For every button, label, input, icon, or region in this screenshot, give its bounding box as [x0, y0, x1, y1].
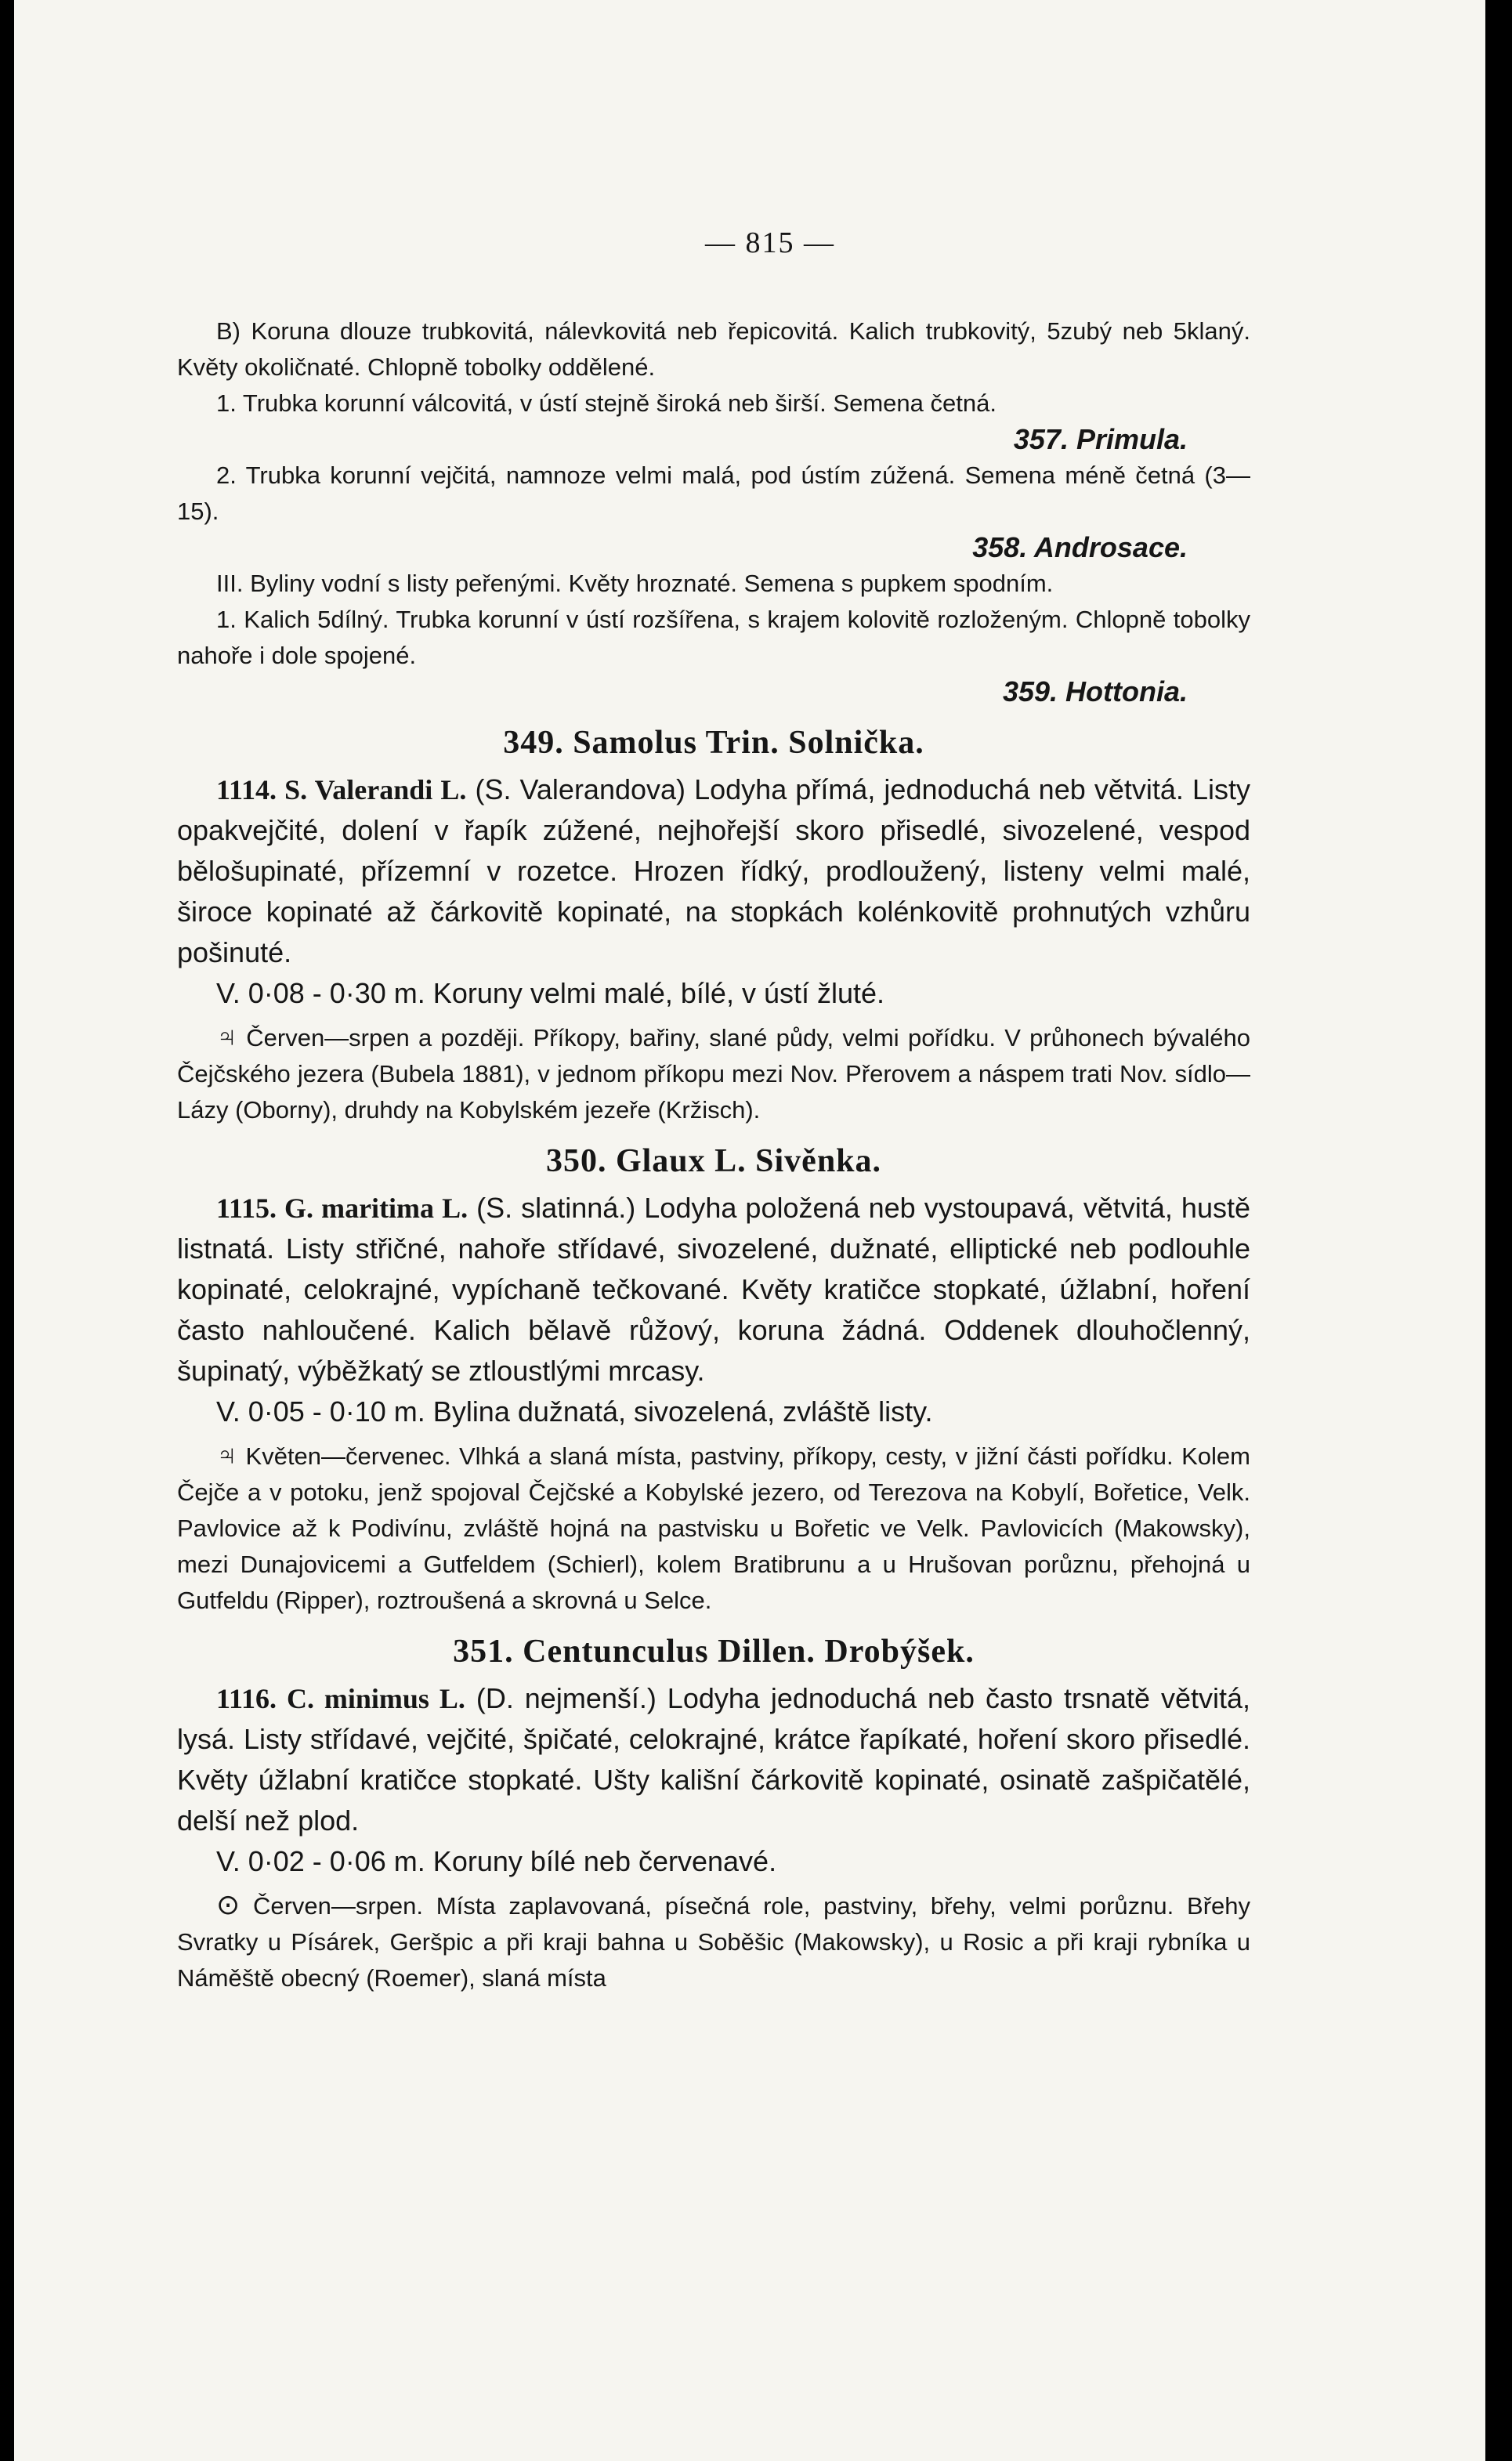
genus-heading-samolus: 349. Samolus Trin. Solnička.: [503, 725, 924, 761]
distribution-samolus: [177, 1019, 1250, 1128]
scan-edge: [1485, 0, 1512, 2461]
species-size: V. 0·05 - 0·10 m. Bylina dužnatá, sivozelená, zvláště listy.: [216, 1395, 933, 1428]
perennial-symbol-icon: ♃: [216, 1020, 237, 1052]
species-description: (D. nejmenší.) Lodyha jednoduchá neb často trsnatě větvitá, lysá. Listy střídavé, vejčité, špičaté, celokrajné, krátce řapíkaté, hoření skoro přisedlé. Květy úžlabní kratičce stopkaté. Ušty kališní čárkovitě kopinaté, osinatě zašpičatělé, delší než plod.: [177, 1682, 1250, 1837]
page-number: — 815 —: [705, 226, 835, 259]
species-entry-samolus: [177, 769, 1250, 1014]
identification-key: [177, 313, 1250, 710]
distribution-text: Květen—červenec. Vlhká a slaná místa, pastviny, příkopy, cesty, v jižní části pořídku. Kolem Čejče a v potoku, jenž spojoval Čejčské a Kobylské jezero, od Terezova na Kobylí, Bořetice, Velk. Pavlovice až k Podivínu, zvláště hojná na pastvisku u Bořetic ve Velk. Pavlovicích (Makowsky), mezi Dunajovicemi a Gutfeldem (Schierl), kolem Bratibrunu a u Hrušovan porůznu, přehojná u Gutfeldu (Ripper), roztroušená a skrovná u Selce.: [177, 1442, 1250, 1614]
species-label: 1116. C. minimus L.: [216, 1683, 465, 1714]
species-size: V. 0·02 - 0·06 m. Koruny bílé neb červenavé.: [216, 1845, 777, 1877]
species-entry-glaux: [177, 1188, 1250, 1432]
distribution-glaux: [177, 1437, 1250, 1619]
key-result-androsace: 358. Androsace.: [972, 531, 1188, 563]
key-section-b: B) Koruna dlouze trubkovitá, nálevkovitá neb řepicovitá. Kalich trubkovitý, 5zubý neb 5klaný. Květy okoličnaté. Chlopně tobolky oddělené.: [177, 317, 1250, 381]
annual-symbol-icon: ⊙: [216, 1888, 241, 1920]
species-label: 1115. G. maritima L.: [216, 1192, 468, 1224]
perennial-symbol-icon: ♃: [216, 1439, 237, 1471]
species-size: V. 0·08 - 0·30 m. Koruny velmi malé, bílé, v ústí žluté.: [216, 977, 885, 1009]
species-entry-centunculus: [177, 1678, 1250, 1882]
genus-heading-glaux: 350. Glaux L. Sivěnka.: [545, 1143, 882, 1179]
distribution-text: Červen—srpen. Místa zaplavovaná, písečná role, pastviny, břehy, velmi porůznu. Břehy Svratky u Písárek, Geršpic a při kraji bahna u Soběšic (Makowsky), u Rosic a při kraji rybníka u Náměště obecný (Roemer), slaná místa: [177, 1892, 1251, 1992]
distribution-centunculus: [177, 1887, 1250, 1996]
key-result-primula: 357. Primula.: [1013, 423, 1188, 455]
key-item-2: 2. Trubka korunní vejčitá, namnoze velmi malá, pod ústím zúžená. Semena méně četná (3—15).: [177, 461, 1250, 525]
key-result-hottonia: 359. Hottonia.: [1002, 675, 1188, 708]
distribution-text: Červen—srpen a později. Příkopy, bařiny, slané půdy, velmi pořídku. V průhonech bývalého Čejčského jezera (Bubela 1881), v jednom příkopu mezi Nov. Přerovem a náspem trati Nov. sídlo—Lázy (Oborny), druhdy na Kobylském jezeře (Kržisch).: [177, 1024, 1250, 1124]
species-description: (S. slatinná.) Lodyha položená neb vystoupavá, větvitá, hustě listnatá. Listy střičné, nahoře střídavé, sivozelené, dužnaté, elliptické neb podlouhle kopinaté, celokrajné, vypíchaně tečkované. Květy kratičce stopkaté, úžlabní, hoření často nahloučené. Kalich bělavě růžový, koruna žádná. Oddenek dlouhočlenný, šupinatý, výběžkatý se ztloustlými mrcasy.: [177, 1192, 1250, 1387]
genus-heading-centunculus: 351. Centunculus Dillen. Drobýšek.: [453, 1634, 975, 1670]
text-column: [177, 313, 1250, 1996]
key-section-iii: III. Byliny vodní s listy peřenými. Květy hroznaté. Semena s pupkem spodním.: [216, 570, 1054, 597]
species-description: (S. Valerandova) Lodyha přímá, jednoduchá neb větvitá. Listy opakvejčité, dolení v řapík zúžené, nejhořejší skoro přisedlé, sivozelené, vespod bělošupinaté, přízemní v rozetce. Hrozen řídký, prodloužený, listeny velmi malé, široce kopinaté až čárkovitě kopinaté, na stopkách kolénkovitě prohnutých vzhůru pošinuté.: [177, 773, 1250, 968]
key-item-1: 1. Trubka korunní válcovitá, v ústí stejně široká neb širší. Semena četná.: [216, 389, 997, 417]
key-item-3: 1. Kalich 5dílný. Trubka korunní v ústí rozšířena, s krajem kolovitě rozloženým. Chlopně tobolky nahoře i dole spojené.: [177, 606, 1250, 669]
species-label: 1114. S. Valerandi L.: [216, 774, 467, 805]
page: [14, 0, 1485, 2461]
